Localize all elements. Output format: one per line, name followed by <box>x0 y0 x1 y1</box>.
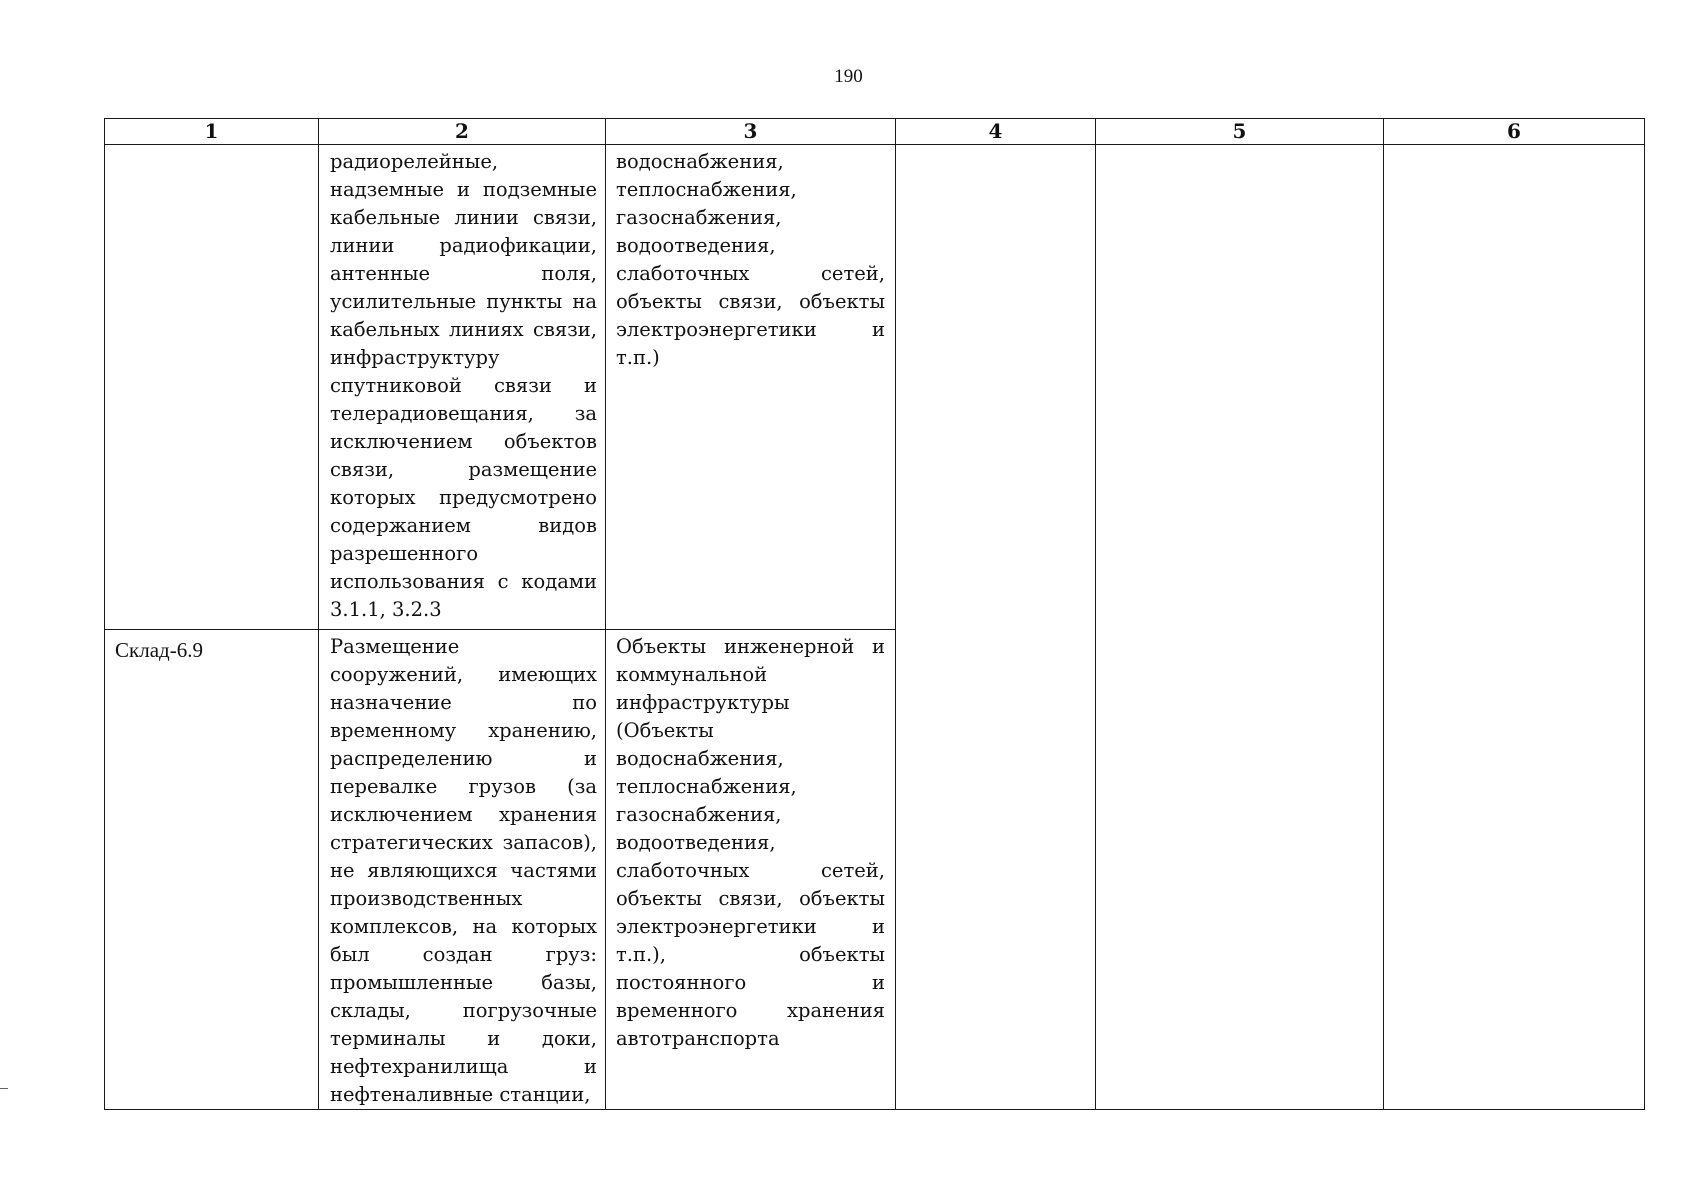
use-code-cell <box>105 145 319 630</box>
column-header-4: 4 <box>896 119 1096 145</box>
use-description-cell <box>319 630 606 1110</box>
permitted-objects: Объекты инженерной и коммунальной инфраструктуры (Объекты водоснабжения, теплоснабжения, газоснабжения, водоотведения, слаботочных сетей, объекты связи, объекты электроэнергетики и т.п.), объекты постоянного и временного хранения автотранспорта <box>616 635 885 1050</box>
use-code: Склад-6.9 <box>115 638 203 662</box>
column-header-2: 2 <box>319 119 606 145</box>
permitted-objects-cell <box>606 630 896 1110</box>
column-header-5: 5 <box>1096 119 1384 145</box>
table-header-row <box>105 119 1645 145</box>
column-header-6: 6 <box>1384 119 1645 145</box>
use-description: Размещение сооружений, имеющих назначение по временному хранению, распределению и перевалке грузов (за исключением хранения стратегических запасов), не являющихся частями производственных комплексов, на которых был создан груз: промышленные базы, склады, погрузочные терминалы и доки, нефтехранилища и нефтеналивные станции, <box>330 635 597 1106</box>
column-6-cell <box>1384 145 1645 1110</box>
permitted-objects: водоснабжения, теплоснабжения, газоснабжения, водоотведения, слаботочных сетей, объекты связи, объекты электроэнергетики и т.п.) <box>616 150 885 369</box>
column-header-3: 3 <box>606 119 896 145</box>
table-row <box>105 145 1645 630</box>
column-4-cell <box>896 145 1096 1110</box>
regulations-table <box>104 118 1645 1110</box>
column-header-1: 1 <box>105 119 319 145</box>
use-description-cell <box>319 145 606 630</box>
page-number: 190 <box>834 66 863 87</box>
column-5-cell <box>1096 145 1384 1110</box>
use-description: радиорелейные, надземные и подземные кабельные линии связи, линии радиофикации, антенные поля, усилительные пункты на кабельных линиях связи, инфраструктуру спутниковой связи и телерадиовещания, за исключением объектов связи, размещение которых предусмотрено содержанием видов разрешенного использования с кодами 3.1.1, 3.2.3 <box>330 150 597 621</box>
scan-edge-mark <box>0 1088 8 1089</box>
permitted-objects-cell <box>606 145 896 630</box>
use-code-cell <box>105 630 319 1110</box>
